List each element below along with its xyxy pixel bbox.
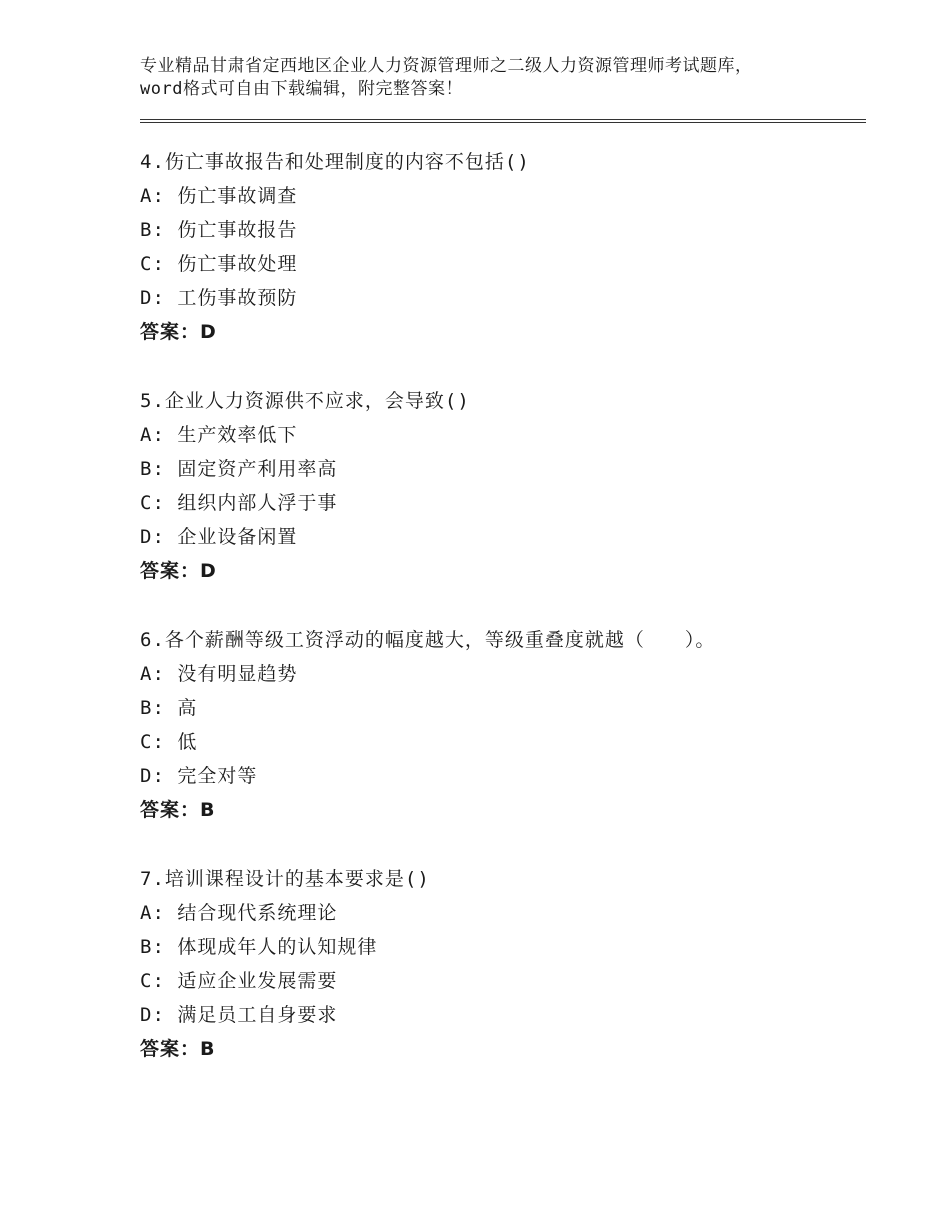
option-d: D: 满足员工自身要求: [140, 1004, 338, 1026]
question-stem: 5.企业人力资源供不应求，会导致(): [140, 390, 470, 412]
question-4: [140, 145, 866, 349]
option-d: D: 企业设备闲置: [140, 526, 298, 548]
question-stem: 7.培训课程设计的基本要求是(): [140, 868, 430, 890]
option-c: C: 伤亡事故处理: [140, 253, 298, 275]
option-b: B: 体现成年人的认知规律: [140, 936, 378, 958]
option-c: C: 组织内部人浮于事: [140, 492, 338, 514]
option-b: B: 固定资产利用率高: [140, 458, 338, 480]
option-b: B: 高: [140, 697, 198, 719]
document-page: [140, 55, 866, 1066]
answer-line: 答案：B: [140, 799, 216, 821]
answer-line: 答案：B: [140, 1038, 216, 1060]
option-a: A: 伤亡事故调查: [140, 185, 298, 207]
option-d: D: 完全对等: [140, 765, 258, 787]
answer-line: 答案：D: [140, 321, 217, 343]
document-header-title: 专业精品甘肃省定西地区企业人力资源管理师之二级人力资源管理师考试题库，word格式可自由下载编辑，附完整答案！: [140, 56, 753, 99]
question-stem: 6.各个薪酬等级工资浮动的幅度越大，等级重叠度就越（ ）。: [140, 629, 716, 651]
option-d: D: 工伤事故预防: [140, 287, 298, 309]
question-7: [140, 862, 866, 1066]
option-c: C: 低: [140, 731, 198, 753]
question-5: [140, 384, 866, 588]
question-stem: 4.伤亡事故报告和处理制度的内容不包括(): [140, 151, 530, 173]
option-a: A: 生产效率低下: [140, 424, 298, 446]
option-a: A: 没有明显趋势: [140, 663, 298, 685]
option-c: C: 适应企业发展需要: [140, 970, 338, 992]
answer-line: 答案：D: [140, 560, 217, 582]
option-a: A: 结合现代系统理论: [140, 902, 338, 924]
option-b: B: 伤亡事故报告: [140, 219, 298, 241]
question-6: [140, 623, 866, 827]
